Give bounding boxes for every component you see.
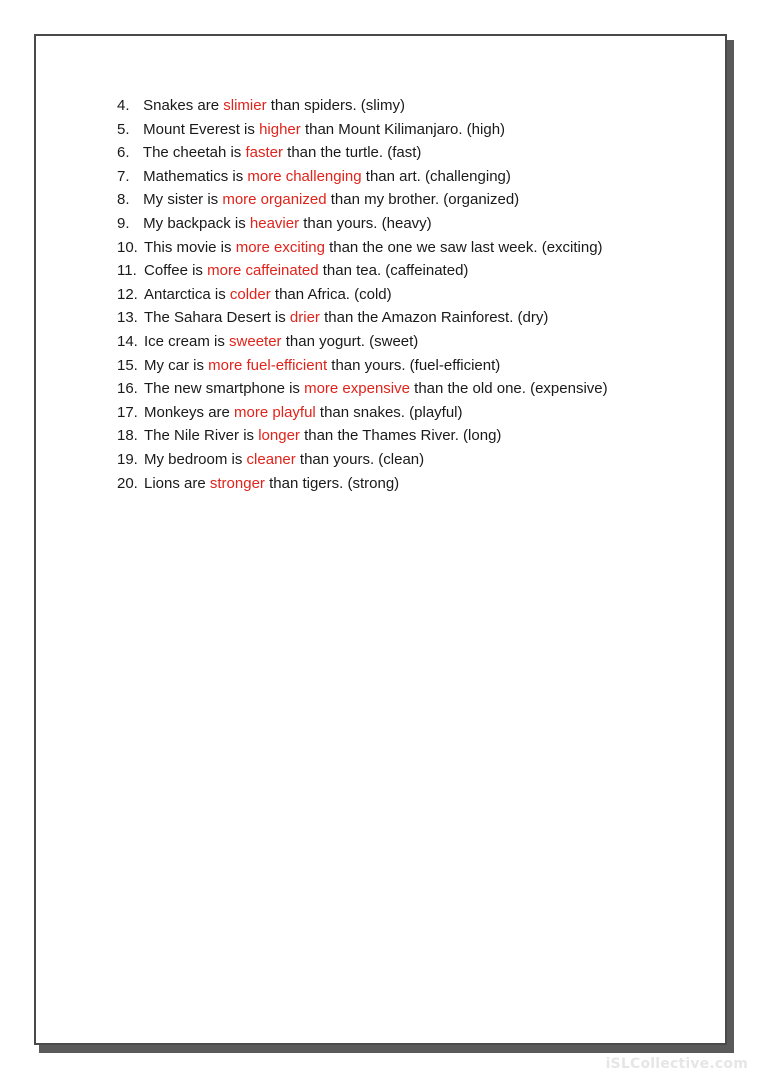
sentence-item: [117, 212, 608, 236]
sentence-item: [117, 118, 608, 142]
sentence-list: [117, 94, 608, 495]
sentence-item: [117, 236, 608, 260]
answer-text: higher: [259, 120, 301, 138]
sentence-text-before: Coffee is: [144, 262, 203, 280]
sentence-item: [117, 306, 608, 330]
sentence-text-before: Snakes are: [143, 97, 220, 114]
answer-text: more fuel-efficient: [208, 356, 328, 374]
sentence-text-before: My sister is: [143, 191, 219, 209]
sentence-text-before: The new smartphone is: [144, 380, 300, 398]
sentence-item: [117, 401, 608, 425]
sentence-text-before: My car is: [144, 356, 204, 374]
sentence-text-before: Mount Everest is: [143, 120, 255, 138]
item-number: 18.: [117, 427, 138, 445]
answer-text: more challenging: [247, 167, 362, 185]
sentence-text-after: than art. (challenging): [365, 167, 511, 185]
item-number: 12.: [117, 285, 138, 303]
sentence-text-before: Antarctica is: [144, 285, 226, 303]
answer-text: faster: [245, 144, 283, 162]
sentence-item: [117, 472, 608, 496]
sentence-item: [117, 283, 608, 307]
sentence-text-after: than Mount Kilimanjaro. (high): [304, 120, 506, 138]
item-number: 19.: [117, 450, 138, 468]
sentence-text-after: than yours. (heavy): [303, 214, 432, 232]
sentence-text-after: than spiders. (slimy): [270, 97, 405, 114]
sentence-text-before: This movie is: [144, 238, 232, 256]
sentence-text-after: than tea. (caffeinated): [322, 262, 469, 280]
item-number: 17.: [117, 403, 138, 421]
sentence-item: [117, 330, 608, 354]
answer-text: more organized: [222, 191, 327, 209]
answer-text: colder: [229, 285, 271, 303]
item-number: 8.: [117, 191, 130, 209]
sentence-text-before: My bedroom is: [144, 450, 243, 468]
item-number: 10.: [117, 238, 138, 256]
sentence-item: [117, 141, 608, 165]
sentence-text-after: than the Amazon Rainforest. (dry): [324, 309, 549, 327]
item-number: 7.: [117, 167, 130, 185]
answer-text: sweeter: [229, 332, 282, 350]
sentence-text-after: than yours. (clean): [299, 450, 425, 468]
sentence-text-before: The Sahara Desert is: [144, 309, 286, 327]
sentence-text-before: Mathematics is: [143, 167, 244, 185]
sentence-item: [117, 94, 608, 118]
sentence-item: [117, 424, 608, 448]
sentence-text-before: The cheetah is: [142, 144, 242, 162]
item-number: 14.: [117, 332, 138, 350]
sentence-text-after: than snakes. (playful): [319, 403, 463, 421]
answer-text: more exciting: [235, 238, 325, 256]
answer-text: stronger: [209, 474, 265, 492]
item-number: 15.: [117, 356, 138, 374]
sentence-text-before: Lions are: [144, 474, 206, 492]
item-number: 9.: [117, 214, 130, 232]
item-number: 16.: [117, 380, 138, 398]
item-number: 11.: [117, 262, 137, 280]
sentence-text-before: My backpack is: [143, 214, 246, 232]
sentence-item: [117, 448, 608, 472]
item-number: 6.: [117, 144, 130, 162]
worksheet-page: [34, 34, 727, 1045]
sentence-text-after: than the one we saw last week. (exciting): [329, 238, 603, 256]
answer-text: more playful: [234, 403, 316, 421]
sentence-text-after: than tigers. (strong): [269, 474, 400, 492]
answer-text: slimier: [223, 97, 267, 114]
sentence-text-after: than the old one. (expensive): [414, 380, 608, 398]
item-number: 20.: [117, 474, 138, 492]
sentence-text-after: than the Thames River. (long): [304, 427, 502, 445]
answer-text: more expensive: [304, 380, 410, 398]
answer-text: cleaner: [246, 450, 296, 468]
sentence-text-before: Ice cream is: [144, 332, 225, 350]
site-watermark: iSLCollective.com: [605, 1056, 748, 1072]
sentence-text-after: than yours. (fuel-efficient): [331, 356, 501, 374]
answer-text: heavier: [249, 214, 300, 232]
answer-text: more caffeinated: [207, 262, 319, 280]
item-number: 5.: [117, 120, 130, 138]
sentence-item: [117, 188, 608, 212]
sentence-item: [117, 165, 608, 189]
sentence-text-after: than my brother. (organized): [330, 191, 520, 209]
sentence-text-before: The Nile River is: [144, 427, 255, 445]
sentence-item: [117, 354, 608, 378]
item-number: 13.: [117, 309, 138, 327]
sentence-text-after: than the turtle. (fast): [287, 144, 422, 162]
sentence-item: [117, 259, 608, 283]
answer-text: longer: [258, 427, 300, 445]
sentence-text-after: than Africa. (cold): [274, 285, 392, 303]
sentence-text-before: Monkeys are: [144, 403, 230, 421]
answer-text: drier: [289, 309, 320, 327]
sentence-item: [117, 377, 608, 401]
sentence-text-after: than yogurt. (sweet): [285, 332, 419, 350]
item-number: 4.: [117, 97, 130, 114]
